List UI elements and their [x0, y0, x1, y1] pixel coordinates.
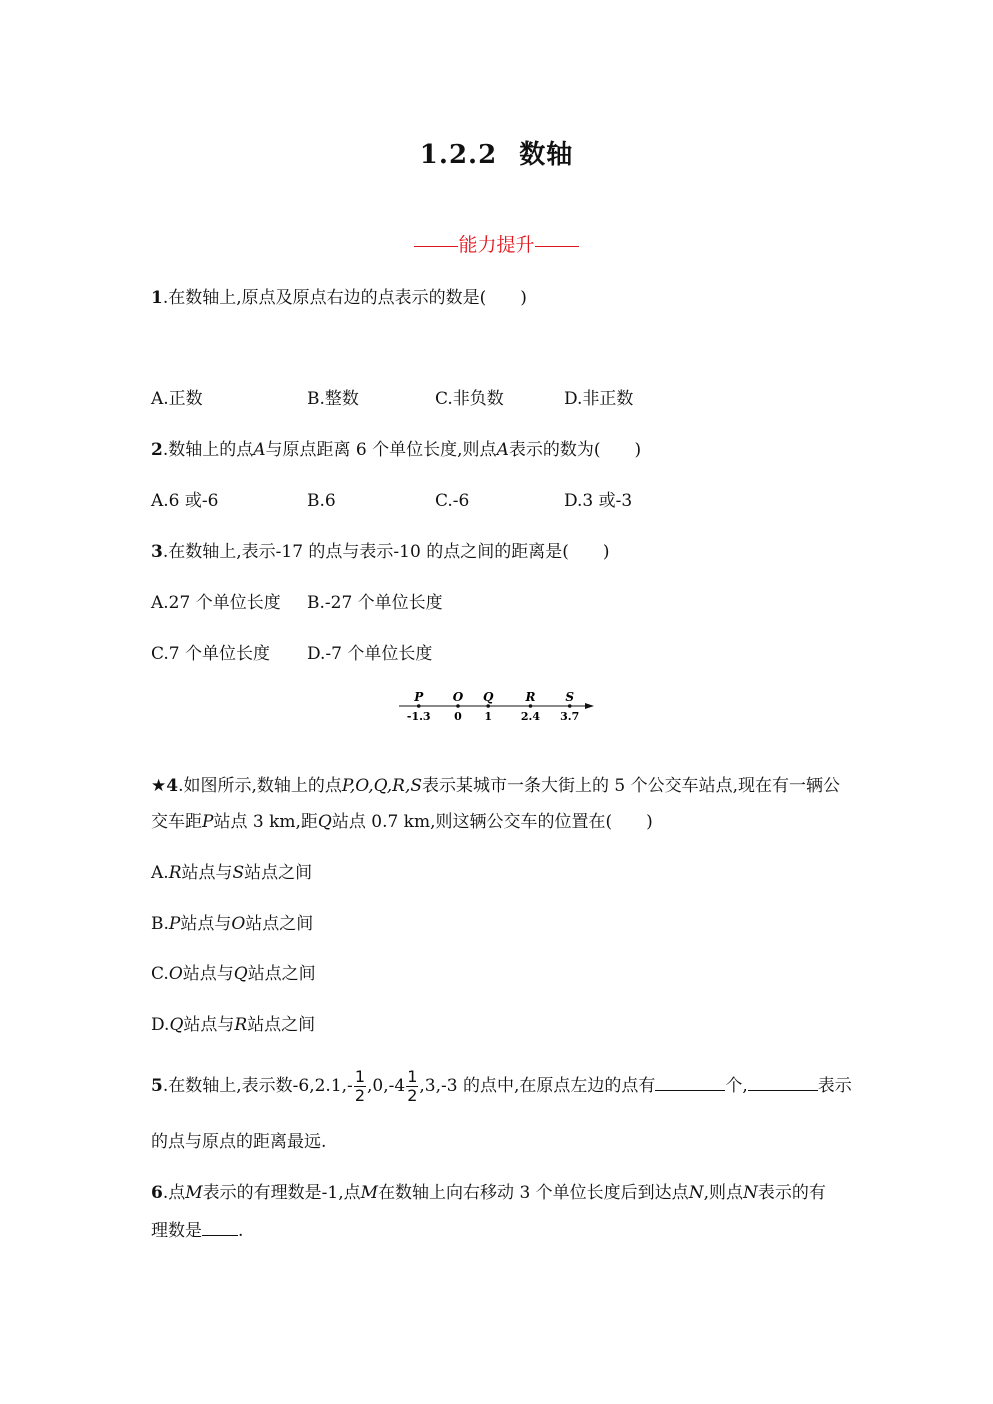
- option-text: 站点之间: [244, 863, 313, 883]
- option-text: 站点与: [181, 863, 233, 883]
- axis-point-o: [456, 704, 460, 708]
- option-prefix: A.: [151, 863, 169, 883]
- stem-part: 在数轴上向右移动 3 个单位长度后到达点: [378, 1183, 689, 1203]
- axis-tick-label: -1.3: [406, 710, 431, 723]
- question-4-line-2: [151, 810, 653, 834]
- q2-option-c[interactable]: C.-6: [435, 491, 470, 511]
- stem-part: ,0,-4: [367, 1076, 406, 1096]
- q1-option-b[interactable]: B.整数: [307, 389, 359, 409]
- answer-blank[interactable]: [202, 1217, 238, 1236]
- option-var: P: [168, 914, 181, 934]
- axis-point-r: [529, 704, 533, 708]
- option-var: Q: [233, 964, 248, 984]
- stem-part: .点: [162, 1183, 186, 1203]
- option-var: S: [232, 863, 245, 883]
- section-label: 能力提升: [458, 234, 535, 256]
- question-number: 3: [151, 542, 163, 562]
- stem-part: 个,: [725, 1076, 748, 1096]
- q4-option-a[interactable]: [151, 861, 312, 885]
- stem-part: .: [238, 1221, 244, 1241]
- axis-tick-label: 0: [454, 710, 462, 723]
- section-dash-left: [414, 246, 458, 247]
- question-2: [151, 438, 641, 462]
- axis-point-label: Q: [482, 690, 494, 704]
- axis-tick-label: 3.7: [560, 710, 580, 723]
- var-m: M: [360, 1183, 379, 1203]
- stem-part: 表示某城市一条大街上的 5 个公交车站点,现在有一辆公: [422, 776, 841, 796]
- answer-blank-2[interactable]: [748, 1072, 818, 1091]
- section-header: [0, 230, 993, 257]
- var-p: P: [202, 812, 214, 832]
- q1-option-d[interactable]: D.非正数: [564, 389, 634, 409]
- axis-point-p: [417, 704, 421, 708]
- q1-option-a[interactable]: A.正数: [151, 389, 203, 409]
- var-m: M: [185, 1183, 203, 1203]
- axis-tick-label: 1: [484, 710, 493, 723]
- question-number: 4: [166, 776, 179, 796]
- q4-option-d[interactable]: [151, 1013, 315, 1037]
- stem-part: 站点 3 km,距: [213, 812, 318, 832]
- option-text: 站点与: [182, 964, 234, 984]
- question-4: [151, 774, 840, 798]
- title-number: 1.2.2: [419, 140, 498, 170]
- fraction-numerator: 1: [354, 1067, 365, 1086]
- option-prefix: D.: [151, 1015, 170, 1035]
- mixed-fraction-half: [406, 1068, 418, 1105]
- q4-option-b[interactable]: [151, 912, 313, 936]
- q4-option-c[interactable]: [151, 962, 316, 986]
- stem-part: .数轴上的点: [162, 440, 254, 460]
- stem-part: 站点 0.7 km,则这辆公交车的位置在( ): [331, 812, 653, 832]
- option-text: 站点之间: [247, 1015, 316, 1035]
- stem-part: 与原点距离 6 个单位长度,则点: [265, 440, 497, 460]
- fraction-denominator: 2: [407, 1086, 418, 1105]
- option-prefix: B.: [151, 914, 169, 934]
- q3-option-b[interactable]: B.-27 个单位长度: [307, 593, 443, 613]
- var-a: A: [253, 440, 266, 460]
- var-q: Q: [317, 812, 332, 832]
- axis-arrow-icon: [585, 703, 594, 709]
- var-n: N: [742, 1183, 758, 1203]
- stem-part: 表示的有: [757, 1183, 826, 1203]
- fraction-denominator: 2: [354, 1086, 365, 1105]
- option-text: 站点之间: [247, 964, 316, 984]
- stem-part: .在数轴上,表示数-6,2.1,-: [162, 1076, 353, 1096]
- option-var: Q: [169, 1015, 184, 1035]
- fraction-numerator: 1: [407, 1067, 418, 1086]
- q3-option-a[interactable]: A.27 个单位长度: [151, 593, 281, 613]
- page-title: [0, 134, 993, 171]
- stem-part: 表示: [817, 1076, 852, 1096]
- q3-option-c[interactable]: C.7 个单位长度: [151, 644, 271, 664]
- section-dash-right: [535, 246, 579, 247]
- title-text: 数轴: [519, 140, 574, 170]
- option-text: 站点与: [183, 1015, 235, 1035]
- q1-option-c[interactable]: C.非负数: [435, 389, 504, 409]
- question-6: [151, 1181, 826, 1205]
- axis-point-label: P: [414, 690, 424, 704]
- question-3: [151, 540, 609, 564]
- q2-option-a[interactable]: A.6 或-6: [151, 491, 219, 511]
- var-a: A: [496, 440, 509, 460]
- option-var: R: [168, 863, 182, 883]
- axis-tick-label: 2.4: [520, 710, 541, 723]
- question-number: 5: [151, 1076, 163, 1096]
- question-number: 2: [151, 440, 163, 460]
- question-1: [151, 286, 527, 310]
- stem-part: ,3,-3 的点中,在原点左边的点有: [419, 1076, 656, 1096]
- question-number: 1: [151, 288, 163, 308]
- question-stem: .在数轴上,原点及原点右边的点表示的数是( ): [162, 288, 527, 308]
- q2-option-d[interactable]: D.3 或-3: [564, 491, 633, 511]
- axis-point-label: R: [525, 690, 536, 704]
- question-stem: .在数轴上,表示-17 的点与表示-10 的点之间的距离是( ): [162, 542, 610, 562]
- q3-option-d[interactable]: D.-7 个单位长度: [307, 644, 433, 664]
- fraction-half: [354, 1068, 366, 1105]
- stem-part: ,则点: [703, 1183, 743, 1203]
- question-number: 6: [151, 1183, 163, 1203]
- axis-point-q: [486, 704, 490, 708]
- number-line-figure: [395, 684, 600, 726]
- answer-blank-1[interactable]: [655, 1072, 725, 1091]
- stem-part: 表示的数为( ): [508, 440, 642, 460]
- question-6-line-2: [151, 1217, 243, 1243]
- point-list: P,O,Q,R,S: [341, 776, 422, 796]
- stem-part: 交车距: [151, 812, 202, 832]
- star-icon: ★: [151, 776, 167, 796]
- axis-point-label: O: [452, 690, 464, 704]
- option-text: 站点与: [180, 914, 232, 934]
- q2-option-b[interactable]: B.6: [307, 491, 336, 511]
- question-5-line-2: 的点与原点的距离最远.: [151, 1132, 327, 1152]
- stem-part: 理数是: [151, 1221, 202, 1241]
- option-var: R: [234, 1015, 248, 1035]
- question-5: [151, 1064, 852, 1108]
- stem-part: .如图所示,数轴上的点: [178, 776, 342, 796]
- option-text: 站点之间: [245, 914, 314, 934]
- var-n: N: [688, 1183, 704, 1203]
- axis-point-label: S: [565, 690, 575, 704]
- axis-point-s: [568, 704, 572, 708]
- stem-part: 表示的有理数是-1,点: [202, 1183, 361, 1203]
- option-prefix: C.: [151, 964, 169, 984]
- option-var: O: [231, 914, 246, 934]
- option-var: O: [168, 964, 183, 984]
